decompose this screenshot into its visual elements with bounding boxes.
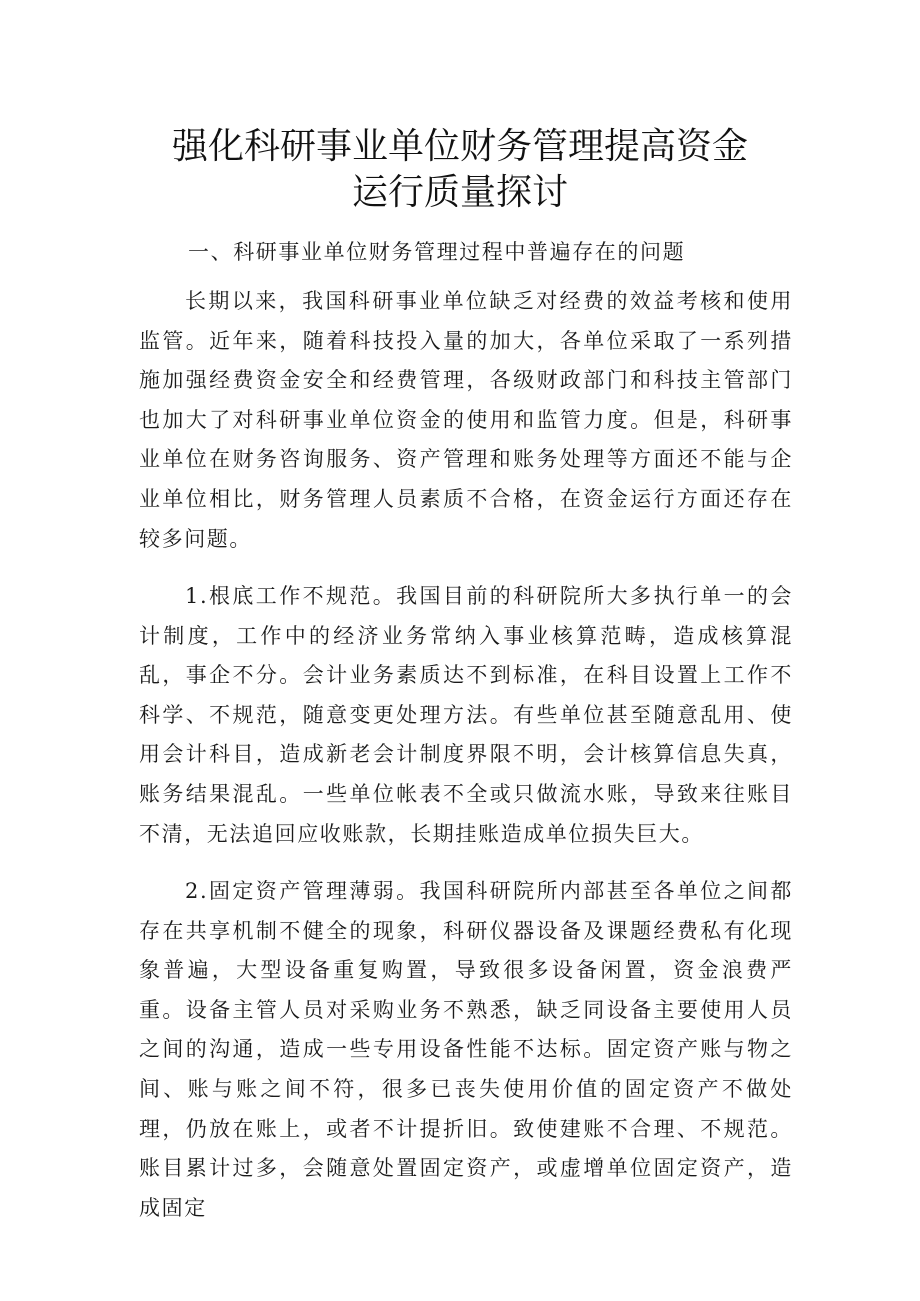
paragraph-item-2: 2.固定资产管理薄弱。我国科研院所内部甚至各单位之间都存在共享机制不健全的现象，科研仪器设备及课题经费私有化现象普遍，大型设备重复购置，导致很多设备闲置，资金浪费严重。设备主管人员对采购业务不熟悉，缺乏同设备主要使用人员之间的沟通，造成一些专用设备性能不达标。固定资产账与物之间、账与账之间不符，很多已丧失使用价值的固定资产不做处理，仍放在账上，或者不计提折旧。致使建账不合理、不规范。账目累计过多，会随意处置固定资产，或虚增单位固定资产，造成固定 — [139, 879, 793, 1220]
document-title-line-1: 强化科研事业单位财务管理提高资金 — [171, 126, 748, 167]
paragraph-intro: 长期以来，我国科研事业单位缺乏对经费的效益考核和使用监管。近年来，随着科技投入量的加大，各单位采取了一系列措施加强经费资金安全和经费管理，各级财政部门和科技主管部门也加大了对科研事业单位资金的使用和监管力度。但是，科研事业单位在财务咨询服务、资产管理和账务处理等方面还不能与企业单位相比，财务管理人员素质不合格，在资金运行方面还存在较多问题。 — [139, 289, 793, 551]
document-title-line-2: 运行质量探讨 — [351, 172, 568, 213]
section-heading: 一、科研事业单位财务管理过程中普遍存在的问题 — [188, 240, 686, 264]
paragraph-item-1: 1.根底工作不规范。我国目前的科研院所大多执行单一的会计制度，工作中的经济业务常纳入事业核算范畴，造成核算混乱，事企不分。会计业务素质达不到标准，在科目设置上工作不科学、不规范，随意变更处理方法。有些单位甚至随意乱用、使用会计科目，造成新老会计制度界限不明，会计核算信息失真，账务结果混乱。一些单位帐表不全或只做流水账，导致来往账目不清，无法追回应收账款，长期挂账造成单位损失巨大。 — [139, 584, 793, 846]
